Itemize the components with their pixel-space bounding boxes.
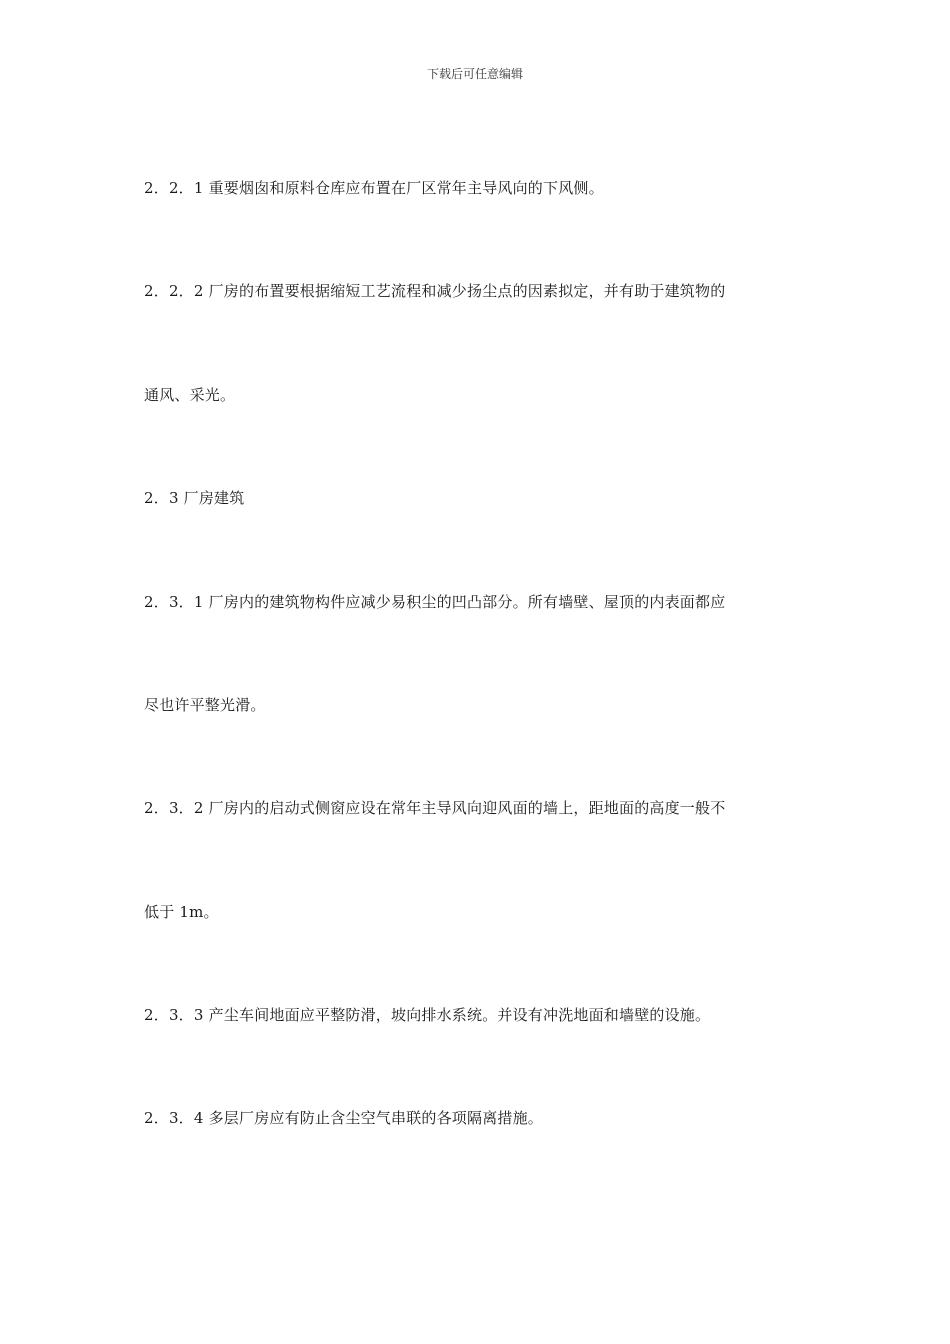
clause-2-2-2-cont: 通风、采光。 [144,386,236,404]
clause-2-2-2: 2．2．2 厂房的布置要根据缩短工艺流程和减少扬尘点的因素拟定，并有助于建筑物的 [144,282,726,300]
page-header: 下载后可任意编辑 [426,67,523,81]
clause-2-3-1-cont: 尽也许平整光滑。 [144,696,266,714]
clause-2-3-4: 2．3．4 多层厂房应有防止含尘空气串联的各项隔离措施。 [144,1109,544,1127]
section-2-3-heading: 2．3 厂房建筑 [144,489,245,507]
clause-2-3-1: 2．3．1 厂房内的建筑物构件应减少易积尘的凹凸部分。所有墙壁、屋顶的内表面都应 [144,593,726,611]
clause-2-3-3: 2．3．3 产尘车间地面应平整防滑，坡向排水系统。并设有冲洗地面和墙壁的设施。 [144,1006,711,1024]
clause-2-3-2: 2．3．2 厂房内的启动式侧窗应设在常年主导风向迎风面的墙上，距地面的高度一般不 [144,799,726,817]
clause-2-2-1: 2．2．1 重要烟囱和原料仓库应布置在厂区常年主导风向的下风侧。 [144,179,604,197]
clause-2-3-2-cont: 低于 1m。 [144,903,219,921]
